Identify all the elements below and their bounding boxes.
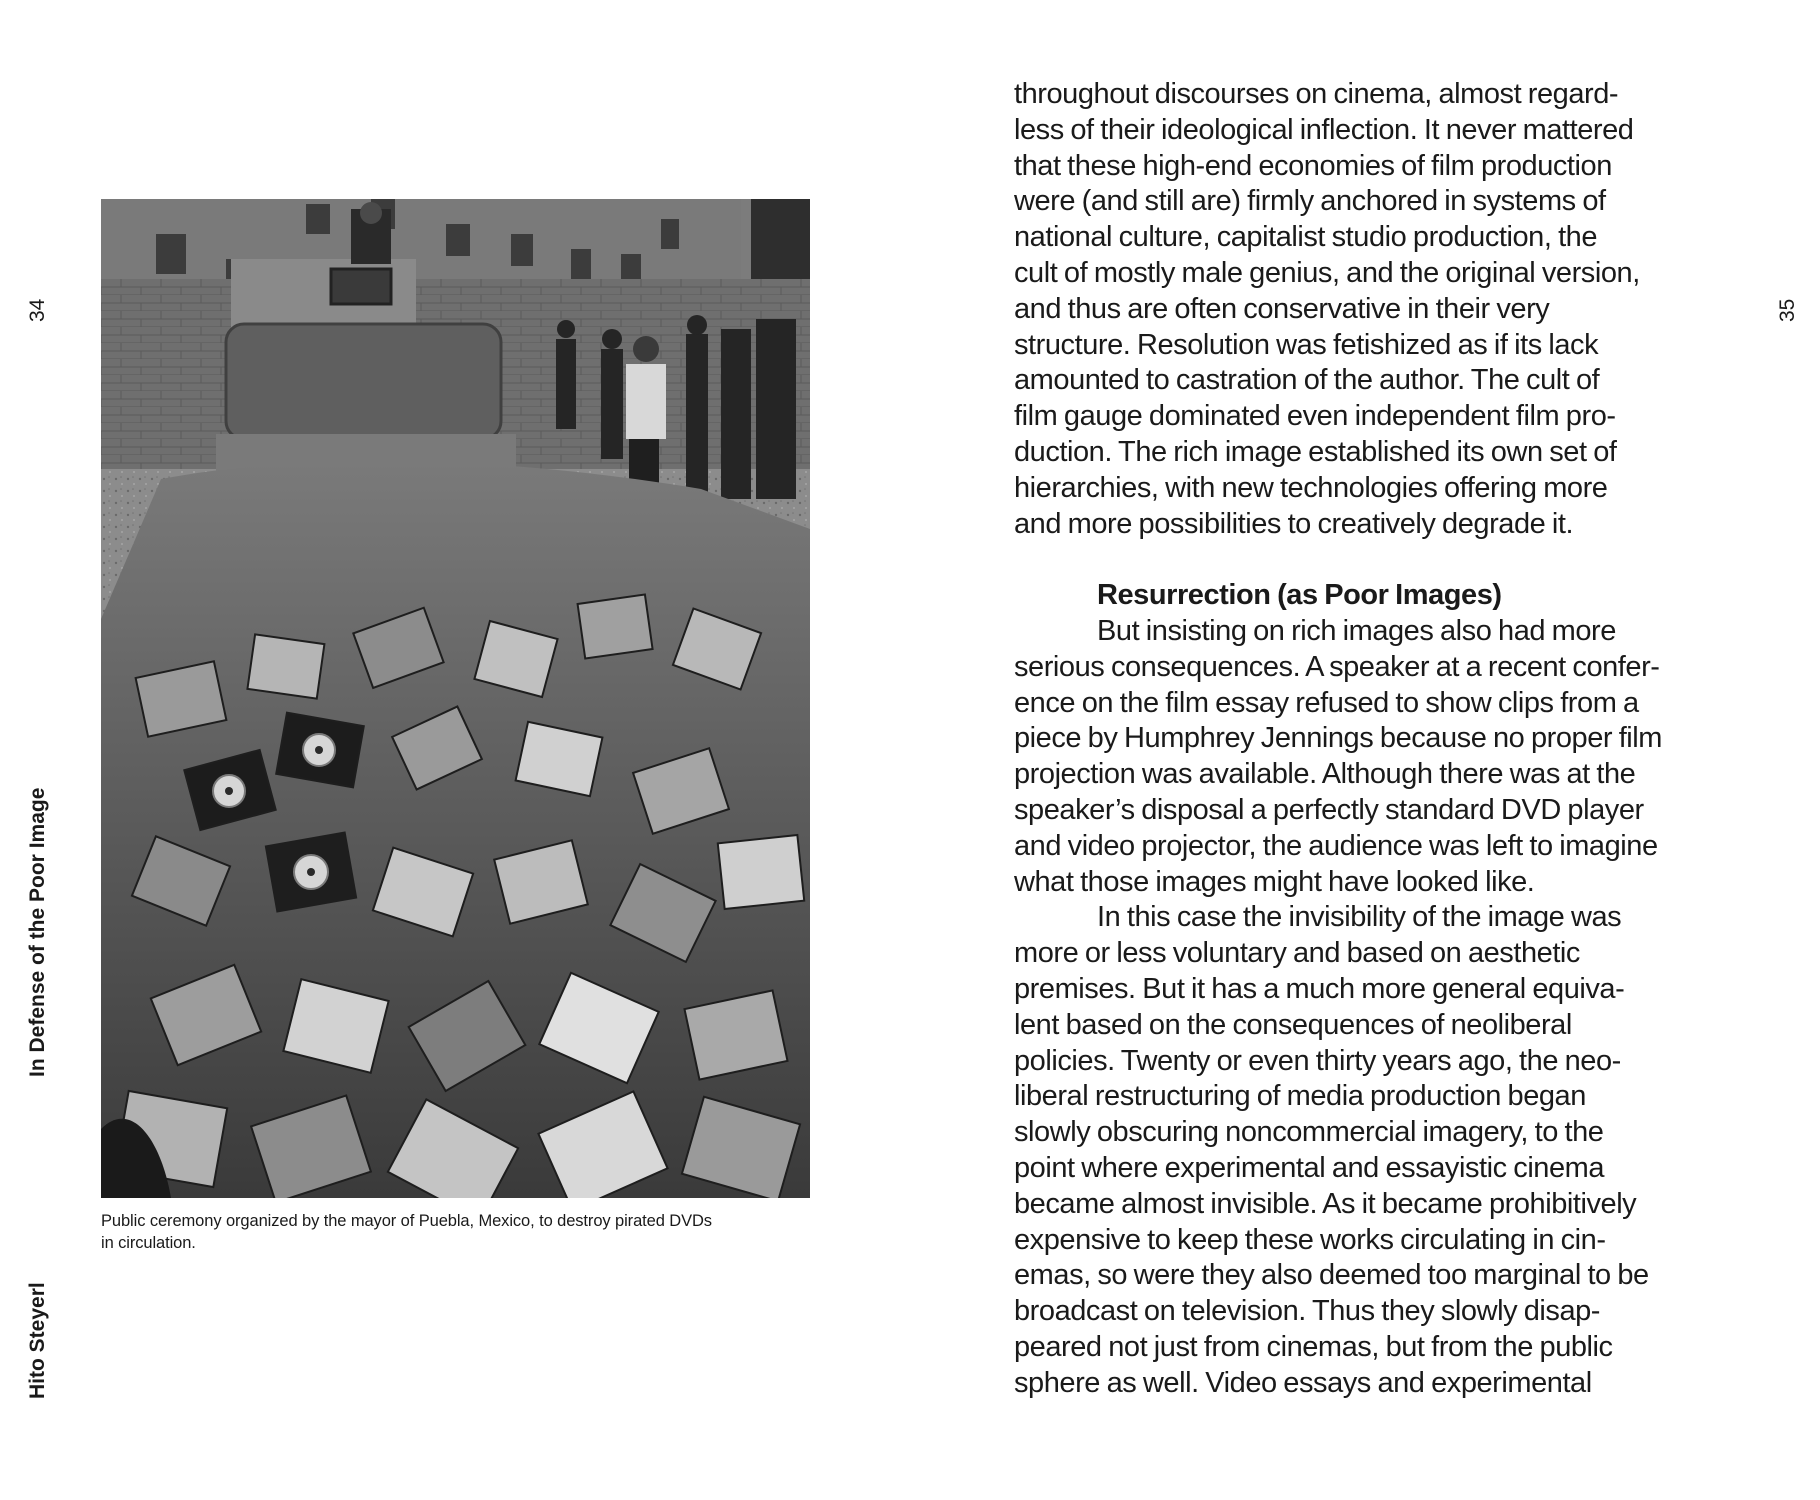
body-line: that these high-end economies of film production [1014,149,1612,182]
body-line: were (and still are) firmly anchored in systems of [1014,185,1606,218]
body-line: became almost invisible. As it became prohibitively [1014,1187,1637,1220]
page-number-right: 35 [1776,298,1799,322]
figure-caption [101,1210,821,1254]
running-head-author: Hito Steyerl [26,1282,49,1399]
paragraph-gap [1014,542,1734,578]
body-line: liberal restructuring of media production began [1014,1080,1586,1113]
body-line: cult of mostly male genius, and the original version, [1014,256,1640,289]
body-line: piece by Humphrey Jennings because no proper film [1014,722,1662,755]
body-line: peared not just from cinemas, but from the public [1014,1330,1613,1363]
figure-photo [101,199,810,1198]
body-line: point where experimental and essayistic cinema [1014,1151,1605,1184]
body-line: lent based on the consequences of neoliberal [1014,1008,1572,1041]
body-line: ence on the film essay refused to show clips from a [1014,686,1639,719]
body-line: more or less voluntary and based on aesthetic [1014,937,1580,970]
body-line: In this case the invisibility of the image was [1097,901,1622,934]
body-line: But insisting on rich images also had more [1097,614,1616,647]
section-heading: Resurrection (as Poor Images) [1097,579,1502,612]
running-head-title: In Defense of the Poor Image [26,787,49,1077]
body-line: structure. Resolution was fetishized as if its lack [1014,328,1599,361]
body-line: less of their ideological inflection. It never mattered [1014,113,1634,146]
body-line: premises. But it has a much more general equiva- [1014,972,1625,1005]
body-line: duction. The rich image established its own set of [1014,435,1617,468]
body-line: sphere as well. Video essays and experimental [1014,1366,1592,1399]
caption-line: in circulation. [101,1234,196,1252]
body-line: what those images might have looked like. [1014,865,1535,898]
body-line: serious consequences. A speaker at a recent confer- [1014,650,1660,683]
body-line: expensive to keep these works circulating in cin- [1014,1223,1606,1256]
body-line: amounted to castration of the author. The cult of [1014,364,1600,397]
body-line: emas, so were they also deemed too marginal to be [1014,1259,1649,1292]
body-line: national culture, capitalist studio production, the [1014,221,1598,254]
body-line: broadcast on television. Thus they slowly disap- [1014,1295,1601,1328]
body-line: and thus are often conservative in their very [1014,292,1550,325]
body-line: slowly obscuring noncommercial imagery, to the [1014,1116,1604,1149]
page-number-left: 34 [26,298,49,322]
photo-image-icon [101,199,810,1198]
body-line: hierarchies, with new technologies offering more [1014,471,1608,504]
body-line: and more possibilities to creatively degrade it. [1014,507,1574,540]
body-line: speaker’s disposal a perfectly standard DVD player [1014,793,1644,826]
body-line: and video projector, the audience was left to imagine [1014,829,1658,862]
body-line: film gauge dominated even independent film pro- [1014,400,1616,433]
body-line: projection was available. Although there was at the [1014,758,1636,791]
caption-line: Public ceremony organized by the mayor of Puebla, Mexico, to destroy pirated DVDs [101,1212,712,1230]
body-text-column [1014,77,1734,1401]
body-line: policies. Twenty or even thirty years ago, the neo- [1014,1044,1621,1077]
body-line: throughout discourses on cinema, almost regard- [1014,78,1619,110]
